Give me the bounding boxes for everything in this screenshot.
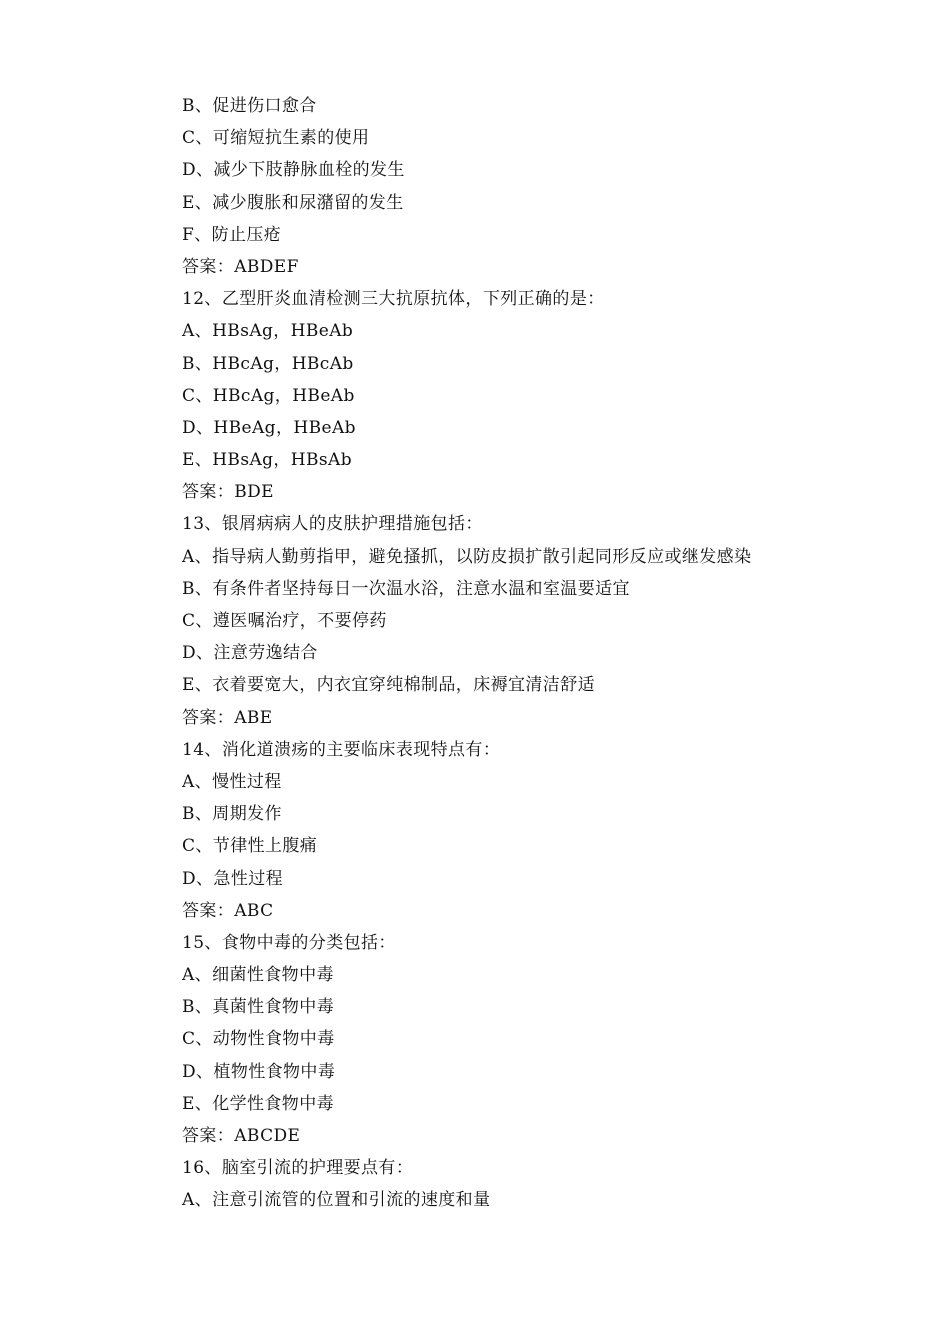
question-12-option-b: B、HBcAg，HBcAb [182, 353, 354, 374]
option-f-text: F、防止压疮 [182, 224, 282, 245]
question-15-option-a: A、细菌性食物中毒 [182, 965, 334, 986]
question-16: 16、脑室引流的护理要点有： [182, 1158, 414, 1179]
option-e-text: E、减少腹胀和尿潴留的发生 [182, 192, 404, 213]
option-c-text: C、可缩短抗生素的使用 [182, 128, 370, 149]
question-15: 15、食物中毒的分类包括： [182, 932, 396, 953]
document-content [182, 90, 882, 1217]
question-14-option-c: C、节律性上腹痛 [182, 836, 318, 857]
question-12-answer: 答案：BDE [182, 482, 274, 503]
question-12-option-a: A、HBsAg，HBeAb [182, 321, 354, 342]
question-13-option-e: E、衣着要宽大，内衣宜穿纯棉制品，床褥宜清洁舒适 [182, 675, 596, 696]
question-14-option-a: A、慢性过程 [182, 771, 282, 792]
question-12-option-d: D、HBeAg，HBeAb [182, 417, 356, 438]
answer-line: 答案：ABDEF [182, 256, 299, 277]
question-14-option-d: D、急性过程 [182, 868, 284, 889]
question-13-option-b: B、有条件者坚持每日一次温水浴，注意水温和室温要适宜 [182, 578, 630, 599]
question-12-option-e: E、HBsAg，HBsAb [182, 450, 353, 471]
question-14: 14、消化道溃疡的主要临床表现特点有： [182, 739, 501, 760]
option-b-text: B、促进伤口愈合 [182, 96, 317, 116]
question-16-option-a: A、注意引流管的位置和引流的速度和量 [182, 1190, 491, 1211]
question-12-option-c: C、HBcAg，HBeAb [182, 385, 355, 406]
question-13-option-c: C、遵医嘱治疗，不要停药 [182, 611, 387, 631]
question-14-option-b: B、周期发作 [182, 804, 282, 825]
question-15-answer: 答案：ABCDE [182, 1126, 301, 1146]
question-15-option-c: C、动物性食物中毒 [182, 1029, 335, 1050]
question-15-option-b: B、真菌性食物中毒 [182, 997, 335, 1018]
question-14-answer: 答案：ABC [182, 900, 274, 921]
question-15-option-e: E、化学性食物中毒 [182, 1093, 335, 1114]
question-13-option-d: D、注意劳逸结合 [182, 643, 318, 664]
option-d-text: D、减少下肢静脉血栓的发生 [182, 160, 405, 181]
question-13-option-a: A、指导病人勤剪指甲，避免搔抓，以防皮损扩散引起同形反应或继发感染 [182, 546, 752, 567]
question-12: 12、乙型肝炎血清检测三大抗原抗体，下列正确的是： [182, 289, 605, 310]
question-13-answer: 答案：ABE [182, 707, 273, 728]
question-13: 13、银屑病病人的皮肤护理措施包括： [182, 514, 483, 535]
question-15-option-d: D、植物性食物中毒 [182, 1061, 336, 1082]
